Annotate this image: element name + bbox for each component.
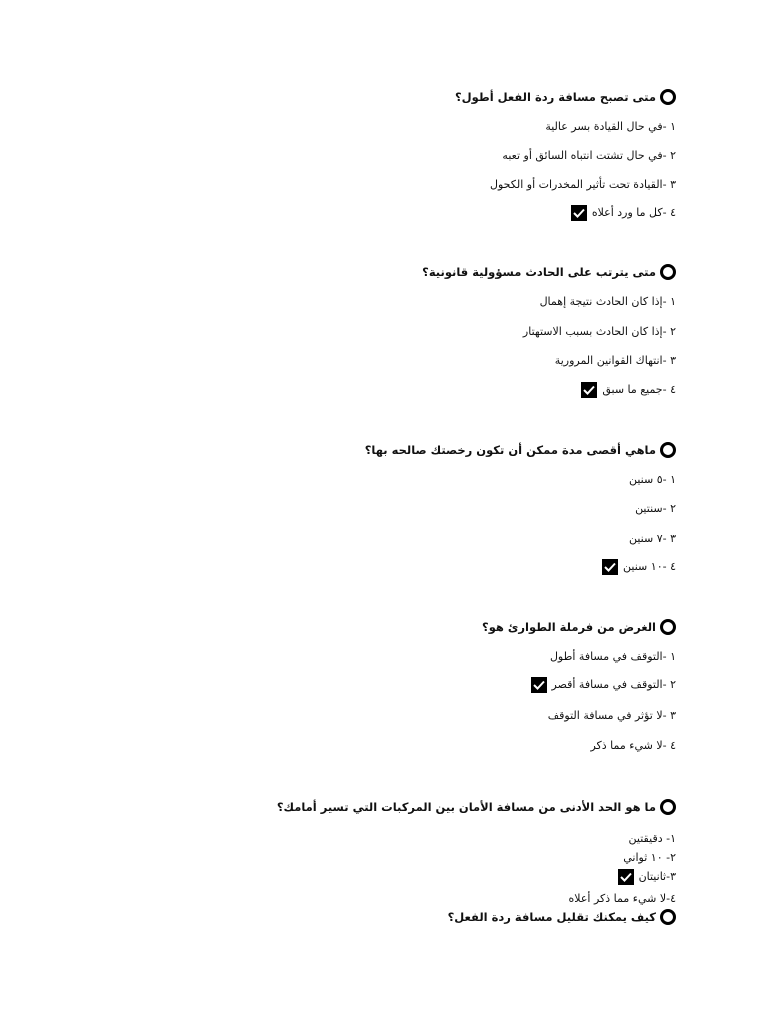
option-text: ٣ -انتهاك القوانين المرورية [554,354,676,367]
checkmark-icon [618,869,634,885]
option-text: ٢- ١٠ ثواني [623,851,676,864]
option-3-2 [635,501,676,517]
circle-bullet-icon [660,442,676,458]
option-text: ٣-ثانيتان [638,870,676,883]
option-text: ١- دقيقتين [628,832,676,845]
question-text: ما هو الحد الأدنى من مسافة الأمان بين المركبات التي تسير أمامك؟ [276,800,656,814]
option-2-3 [555,353,676,369]
question-5 [277,799,676,815]
option-text: ٢ -إذا كان الحادث بسبب الاستهتار [522,325,676,338]
checkmark-icon [571,205,587,221]
option-3-4 [602,559,676,575]
question-1 [455,89,676,105]
question-text: الغرض من فرملة الطوارئ هو؟ [482,620,656,634]
option-2-4 [581,382,676,398]
option-text: ١ -٥ سنين [628,473,676,486]
question-4 [482,619,676,635]
question-6 [448,909,676,925]
question-text: كيف يمكنك تقليل مسافة ردة الفعل؟ [447,910,656,924]
option-text: ٣ -القيادة تحت تأثير المخدرات أو الكحول [490,178,676,191]
option-text: ٣ -لا تؤثر في مسافة التوقف [547,709,676,722]
question-text: ماهي أقصى مدة ممكن أن تكون رخصتك صالحه بها؟ [364,443,656,457]
option-text: ٤-لا شيء مما ذكر أعلاه [568,892,676,905]
option-2-2 [523,324,676,340]
option-4-1 [550,649,676,665]
question-2 [422,264,676,280]
option-1-2 [502,148,676,164]
circle-bullet-icon [660,619,676,635]
option-text: ٤ -كل ما ورد أعلاه [591,206,676,219]
option-text: ٤ -جميع ما سبق [602,383,676,396]
option-1-3 [490,177,676,193]
checkmark-icon [581,382,597,398]
option-text: ٢ -في حال تشتت انتباه السائق أو تعبه [502,149,676,162]
option-5-3 [618,869,676,885]
option-text: ٢ -سنتين [635,502,676,515]
circle-bullet-icon [660,89,676,105]
checkmark-icon [531,677,547,693]
option-text: ١ -التوقف في مسافة أطول [549,650,676,663]
option-text: ٤ -لا شيء مما ذكر [590,739,676,752]
option-5-2 [623,850,676,866]
circle-bullet-icon [660,909,676,925]
option-1-1 [545,119,676,135]
option-3-3 [629,531,676,547]
option-text: ١ -في حال القيادة بسر عالية [545,120,676,133]
option-4-2 [531,677,677,693]
option-text: ٣ -٧ سنين [628,532,676,545]
option-text: ٤ -١٠ سنين [623,560,676,573]
option-5-1 [629,831,676,847]
question-text: متى يترتب على الحادث مسؤولية قانونية؟ [422,265,656,279]
option-2-1 [540,294,676,310]
checkmark-icon [602,559,618,575]
question-text: متى تصبح مسافة ردة الفعل أطول؟ [455,90,656,104]
option-text: ١ -إذا كان الحادث نتيجة إهمال [539,295,676,308]
option-3-1 [629,472,676,488]
option-5-4 [569,891,676,907]
option-1-4 [571,205,676,221]
circle-bullet-icon [660,799,676,815]
option-4-3 [548,708,676,724]
option-text: ٢ -التوقف في مسافة أقصر [551,678,676,691]
question-3 [365,442,676,458]
option-4-4 [590,738,676,754]
circle-bullet-icon [660,264,676,280]
